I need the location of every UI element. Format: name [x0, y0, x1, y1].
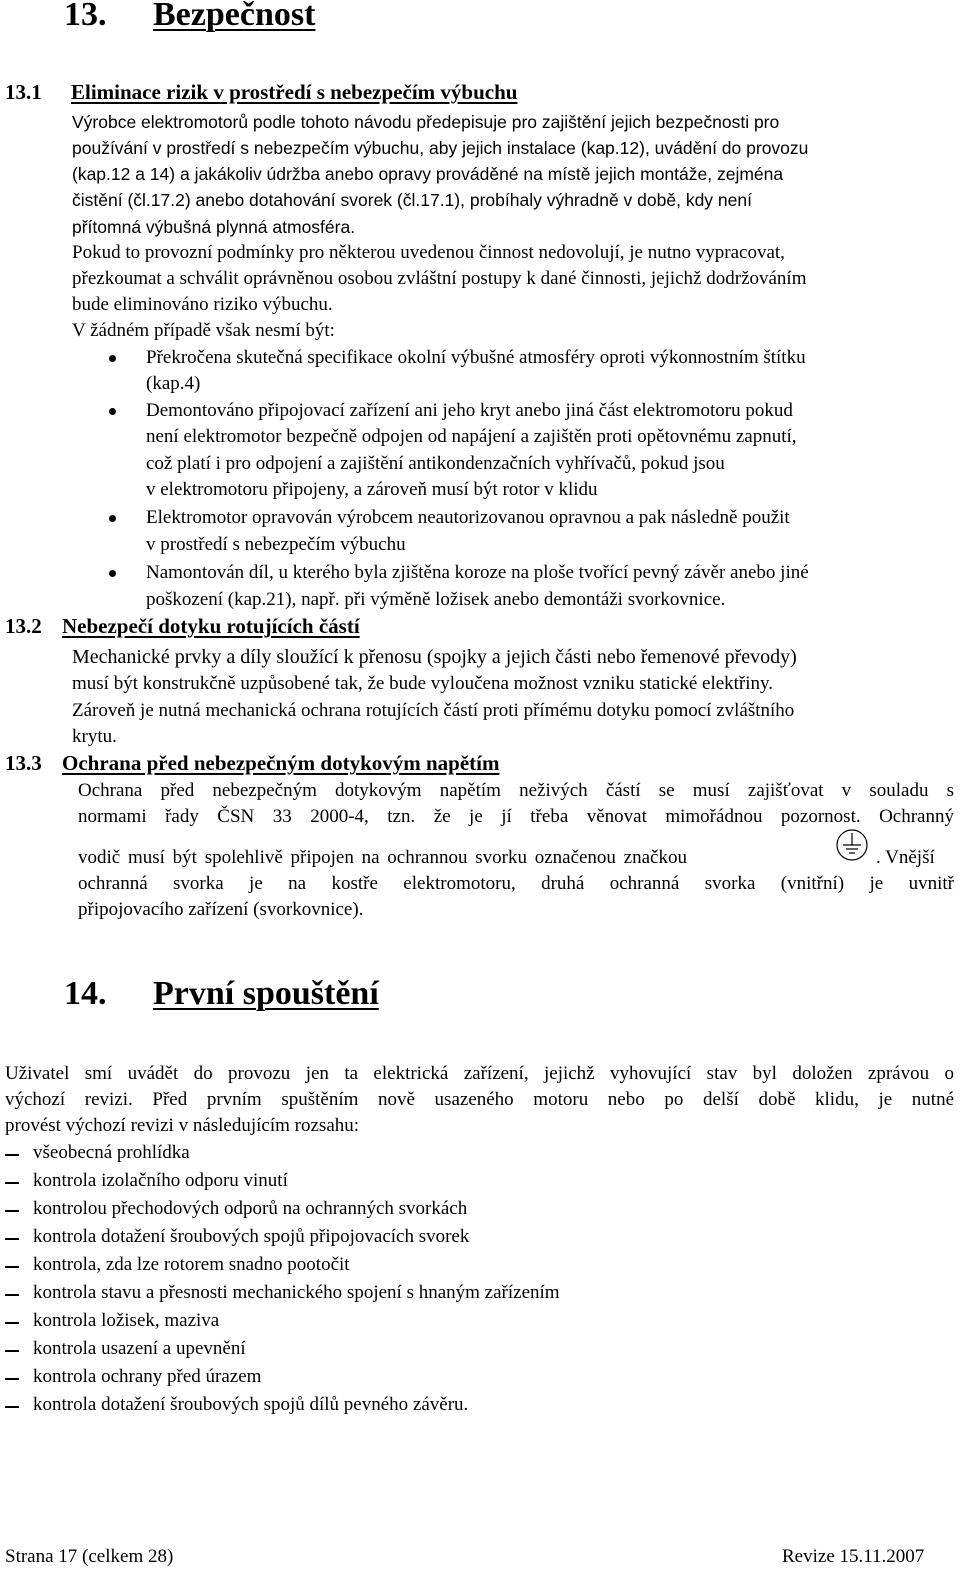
bullet-4-line-1: Namontován díl, u kterého byla zjištěna koroze na ploše tvořící pevný závěr anebo jiné	[146, 562, 809, 583]
para-13-3-line-2: normami řady ČSN 33 2000-4, tzn. že je jí třeba věnovat mimořádnou pozornost. Ochranný	[78, 806, 954, 827]
checklist-item: všeobecná prohlídka	[33, 1142, 190, 1163]
subsection-13-3-number: 13.3	[5, 751, 42, 775]
para-13-1-line-5: přítomná výbušná plynná atmosféra.	[72, 217, 356, 237]
section-14-title: První spouštění	[153, 975, 379, 1012]
section-13-number: 13.	[64, 0, 107, 33]
para-13-1-line-4: čistění (čl.17.2) anebo dotahování svorek (čl.17.1), probíhaly výhradně v době, kdy není	[72, 190, 752, 210]
dash-marker	[5, 1154, 19, 1156]
subsection-13-1-number: 13.1	[5, 80, 42, 104]
bullet-2-line-2: není elektromotor bezpečně odpojen od napájení a zajištěn proti opětovnému zapnutí,	[146, 426, 797, 447]
subsection-13-3-title: Ochrana před nebezpečným dotykovým napětím	[62, 751, 500, 775]
subsection-13-3-heading	[5, 751, 500, 776]
subsection-13-2-number: 13.2	[5, 614, 42, 638]
para-13-1c: V žádném případě však nesmí být:	[72, 320, 335, 341]
bullet-2-line-3: což platí i pro odpojení a zajištění antikondenzačních vyhřívačů, pokud jsou	[146, 453, 725, 474]
para-13-1b-line-1: Pokud to provozní podmínky pro některou uvedenou činnost nedovolují, je nutno vypracovat,	[72, 242, 785, 263]
section-14-heading	[64, 975, 379, 1013]
para-13-2-line-4: krytu.	[72, 726, 117, 747]
bullet-1-line-2: (kap.4)	[146, 373, 201, 394]
checklist-item: kontrola ochrany před úrazem	[33, 1366, 262, 1387]
para-14-line-1: Uživatel smí uvádět do provozu jen ta elektrická zařízení, jejichž vyhovující stav byl doložen zprávou o	[5, 1063, 954, 1084]
bullet-1-line-1: Překročena skutečná specifikace okolní výbušné atmosféry oproti výkonnostním štítku	[146, 347, 806, 368]
para-13-1b-line-2: přezkoumat a schválit oprávněnou osobou zvláštní postupy k dané činnosti, jejichž dodržováním	[72, 268, 807, 289]
footer-revision: Revize 15.11.2007	[782, 1546, 925, 1567]
subsection-13-1-title: Eliminace rizik v prostředí s nebezpečím výbuchu	[71, 80, 518, 104]
para-13-2-line-2: musí být konstrukčně uzpůsobené tak, že bude vyloučena možnost vzniku statické elektřiny.	[72, 673, 774, 694]
para-13-3-line-3b: . Vnější	[876, 847, 935, 868]
bullet-dot	[109, 408, 116, 415]
checklist-item: kontrola dotažení šroubových spojů dílů pevného závěru.	[33, 1394, 469, 1415]
subsection-13-1-heading	[5, 80, 517, 105]
bullet-dot	[109, 515, 116, 522]
para-13-2-line-1: Mechanické prvky a díly sloužící k přenosu (spojky a jejich části nebo řemenové převody)	[72, 646, 797, 668]
dash-marker	[5, 1210, 19, 1212]
subsection-13-2-title: Nebezpečí dotyku rotujících částí	[62, 614, 360, 638]
dash-marker	[5, 1406, 19, 1408]
bullet-dot	[109, 570, 116, 577]
checklist-item: kontrola ložisek, maziva	[33, 1310, 220, 1331]
para-13-1-line-2: používání v prostředí s nebezpečím výbuchu, aby jejich instalace (kap.12), uvádění do provozu	[72, 138, 809, 158]
dash-marker	[5, 1350, 19, 1352]
para-13-1b-line-3: bude eliminováno riziko výbuchu.	[72, 294, 333, 315]
checklist-item: kontrola izolačního odporu vinutí	[33, 1170, 288, 1191]
checklist-item: kontrola stavu a přesnosti mechanického spojení s hnaným zařízením	[33, 1282, 560, 1303]
dash-marker	[5, 1182, 19, 1184]
footer-page-number: Strana 17 (celkem 28)	[5, 1546, 174, 1567]
para-13-1-line-1: Výrobce elektromotorů podle tohoto návodu předepisuje pro zajištění jejich bezpečnosti pro	[72, 112, 780, 132]
dash-marker	[5, 1322, 19, 1324]
subsection-13-2-heading	[5, 614, 360, 639]
checklist-item: kontrolou přechodových odporů na ochranných svorkách	[33, 1198, 468, 1219]
bullet-2-line-4: v elektromotoru připojeny, a zároveň musí být rotor v klidu	[146, 479, 598, 500]
bullet-4-line-2: poškození (kap.21), např. při výměně ložisek anebo demontáži svorkovnice.	[146, 589, 726, 610]
dash-marker	[5, 1238, 19, 1240]
para-13-3-line-1: Ochrana před nebezpečným dotykovým napětím neživých částí se musí zajišťovat v souladu s	[78, 780, 954, 801]
section-13-title: Bezpečnost	[153, 0, 316, 33]
para-13-1-line-3: (kap.12 a 14) a jakákoliv údržba anebo opravy prováděné na místě jejich montáže, zejména	[72, 164, 784, 184]
bullet-3-line-2: v prostředí s nebezpečím výbuchu	[146, 534, 406, 555]
protective-earth-icon	[835, 828, 869, 862]
checklist-item: kontrola, zda lze rotorem snadno pootočit	[33, 1254, 350, 1275]
dash-marker	[5, 1294, 19, 1296]
section-13-heading	[64, 0, 315, 34]
para-13-3-line-4: ochranná svorka je na kostře elektromotoru, druhá ochranná svorka (vnitřní) je uvnitř	[78, 873, 954, 894]
para-13-3-line-3a: vodič musí být spolehlivě připojen na ochrannou svorku označenou značkou	[78, 847, 687, 868]
para-13-2-line-3: Zároveň je nutná mechanická ochrana rotujících částí proti přímému dotyku pomocí zvláštního	[72, 700, 795, 721]
bullet-3-line-1: Elektromotor opravován výrobcem neautorizovanou opravnou a pak následně použit	[146, 507, 790, 528]
section-14-number: 14.	[64, 975, 107, 1012]
checklist-item: kontrola dotažení šroubových spojů připojovacích svorek	[33, 1226, 470, 1247]
para-14-line-3: provést výchozí revizi v následujícím rozsahu:	[5, 1115, 360, 1136]
dash-marker	[5, 1266, 19, 1268]
para-13-3-line-5: připojovacího zařízení (svorkovnice).	[78, 899, 364, 920]
checklist-item: kontrola usazení a upevnění	[33, 1338, 246, 1359]
dash-marker	[5, 1378, 19, 1380]
bullet-dot	[109, 355, 116, 362]
bullet-2-line-1: Demontováno připojovací zařízení ani jeho kryt anebo jiná část elektromotoru pokud	[146, 400, 793, 421]
para-14-line-2: výchozí revizi. Před prvním spuštěním nově usazeného motoru nebo po delší době klidu, je nutné	[5, 1089, 954, 1110]
